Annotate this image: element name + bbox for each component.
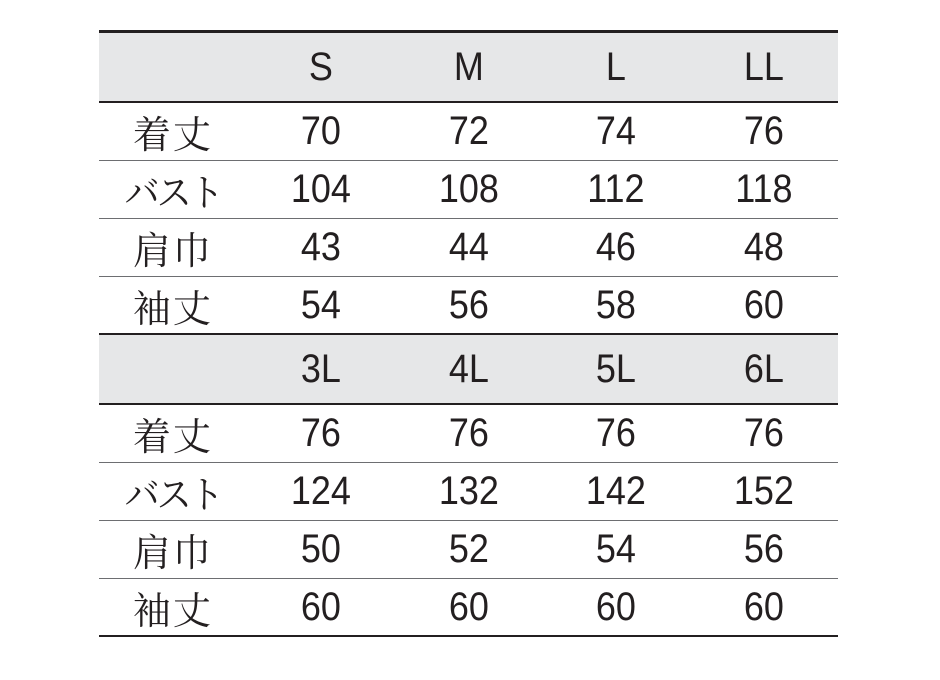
- row-label: 袖丈: [132, 286, 213, 331]
- value-cell: 112: [587, 167, 645, 211]
- value-cell: 43: [300, 225, 341, 269]
- size-header-cell: L: [606, 44, 627, 89]
- table-row: [99, 405, 838, 463]
- value-cell: 48: [744, 225, 785, 269]
- value-cell: 76: [744, 411, 785, 455]
- value-cell: 44: [448, 225, 489, 269]
- value-cell: 132: [438, 469, 499, 513]
- size-chart-table: [99, 30, 838, 637]
- value-cell: 52: [448, 527, 489, 571]
- table-row: [99, 521, 838, 579]
- value-cell: 58: [596, 282, 637, 327]
- table-row: [99, 161, 838, 219]
- table-row: [99, 463, 838, 521]
- value-cell: 60: [448, 584, 489, 629]
- value-cell: 124: [290, 469, 351, 513]
- value-cell: 60: [744, 282, 785, 327]
- row-label: 着丈: [132, 415, 213, 459]
- size-header-row: [99, 33, 838, 103]
- table-row: [99, 277, 838, 335]
- size-header-cell: 6L: [744, 346, 785, 391]
- value-cell: 60: [596, 584, 637, 629]
- row-label: 肩巾: [132, 229, 213, 273]
- value-cell: 56: [448, 282, 489, 327]
- size-header-cell: 3L: [300, 346, 341, 391]
- value-cell: 118: [735, 167, 793, 211]
- table-row: [99, 103, 838, 161]
- size-header-row: [99, 335, 838, 405]
- value-cell: 72: [448, 109, 489, 153]
- table-row: [99, 579, 838, 637]
- value-cell: 152: [734, 469, 795, 513]
- row-label: バスト: [124, 171, 222, 215]
- size-header-cell: M: [453, 44, 484, 89]
- row-label: 肩巾: [132, 531, 213, 575]
- value-cell: 60: [300, 584, 341, 629]
- value-cell: 76: [744, 109, 785, 153]
- value-cell: 50: [300, 527, 341, 571]
- value-cell: 104: [290, 167, 351, 211]
- row-label: 袖丈: [132, 588, 213, 633]
- value-cell: 60: [744, 584, 785, 629]
- row-label: バスト: [124, 473, 222, 517]
- row-label: 着丈: [132, 113, 213, 157]
- table-row: [99, 219, 838, 277]
- size-header-cell: S: [308, 44, 333, 89]
- size-header-cell: 4L: [448, 346, 489, 391]
- value-cell: 74: [596, 109, 637, 153]
- value-cell: 108: [438, 167, 499, 211]
- value-cell: 76: [300, 411, 341, 455]
- value-cell: 142: [586, 469, 647, 513]
- value-cell: 46: [596, 225, 637, 269]
- size-header-cell: 5L: [596, 346, 637, 391]
- value-cell: 56: [744, 527, 785, 571]
- value-cell: 76: [596, 411, 637, 455]
- value-cell: 70: [300, 109, 341, 153]
- value-cell: 76: [448, 411, 489, 455]
- value-cell: 54: [300, 282, 341, 327]
- value-cell: 54: [596, 527, 637, 571]
- size-header-cell: LL: [744, 44, 785, 89]
